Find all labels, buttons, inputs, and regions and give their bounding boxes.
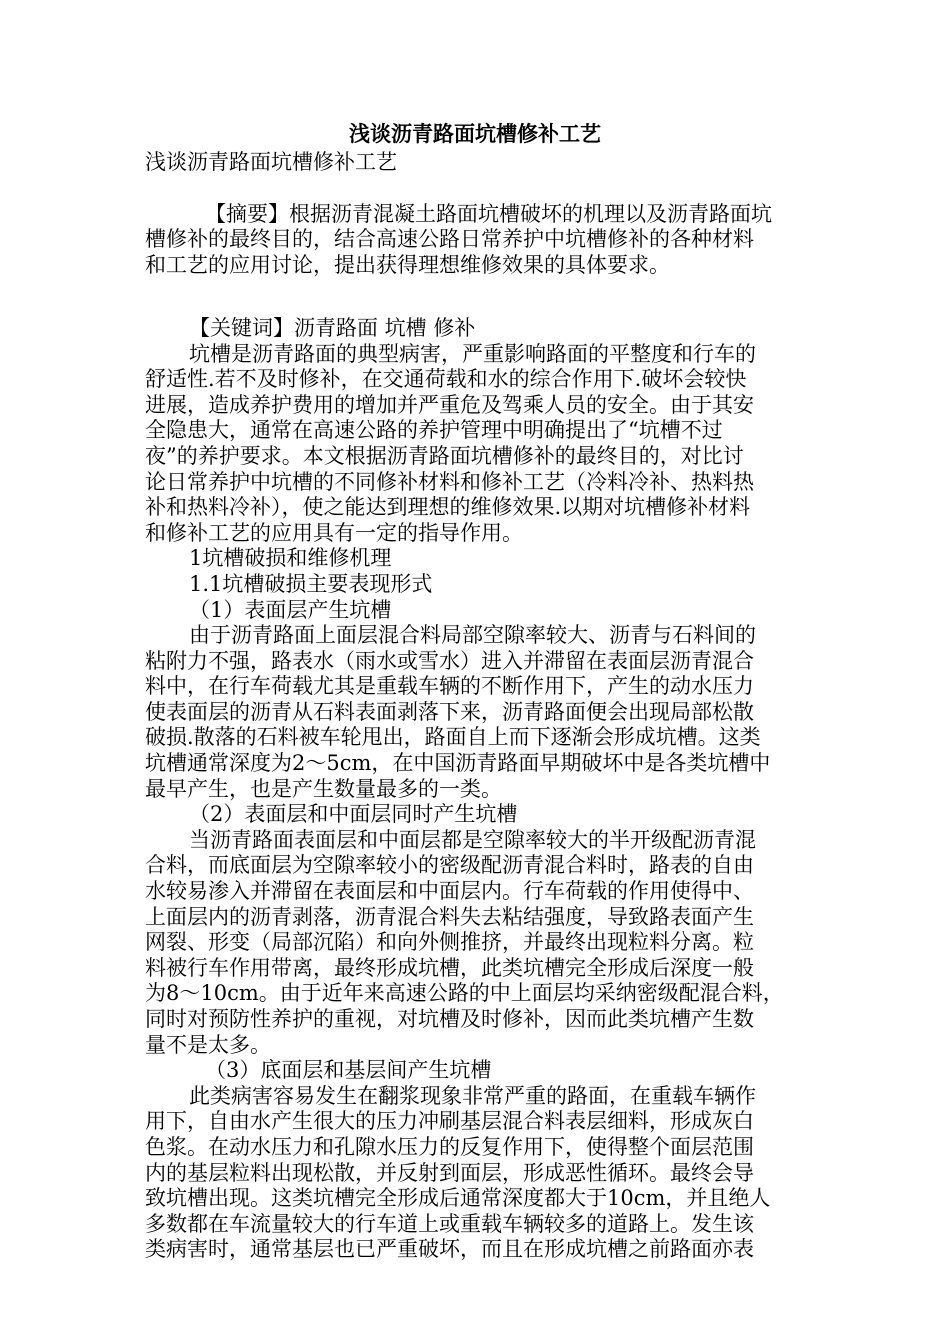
paragraph-line: 内的基层粒料出现松散，并反射到面层，形成恶性循环。最终会导 <box>145 1160 754 1185</box>
paragraph-line: 粘附力不强，路表水（雨水或雪水）进入并滞留在表面层沥青混合 <box>145 648 754 673</box>
paragraph-line: 最早产生，也是产生数量最多的一类。 <box>145 776 502 801</box>
item-paragraph <box>145 623 805 802</box>
paragraph-line: 使表面层的沥青从石料表面剥落下来，沥青路面便会出现局部松散 <box>145 699 754 724</box>
paragraph-line: 网裂、形变（局部沉陷）和向外侧推挤，并最终出现粒料分离。粒 <box>145 930 754 955</box>
paragraph-line: 夜”的养护要求。本文根据沥青路面坑槽修补的最终目的，对比讨 <box>145 443 744 468</box>
abstract-line: 槽修补的最终目的，结合高速公路日常养护中坑槽修补的各种材料 <box>145 227 754 252</box>
document-title: 浅谈沥青路面坑槽修补工艺 <box>349 121 601 146</box>
abstract-line: 和工艺的应用讨论，提出获得理想维修效果的具体要求。 <box>145 252 670 277</box>
paragraph-line: 量不是太多。 <box>145 1032 271 1057</box>
paragraph-line: 由于沥青路面上面层混合料局部空隙率较大、沥青与石料间的 <box>189 623 756 648</box>
paragraph-line: 进展，造成养护费用的增加并严重危及驾乘人员的安全。由于其安 <box>145 392 754 417</box>
paragraph-line: 全隐患大，通常在高速公路的养护管理中明确提出了“坑槽不过 <box>145 418 723 443</box>
paragraph-line: 同时对预防性养护的重视，对坑槽及时修补，因而此类坑槽产生数 <box>145 1007 754 1031</box>
paragraph-line: 论日常养护中坑槽的不同修补材料和修补工艺（冷料冷补、热料热 <box>145 469 754 494</box>
paragraph-line: 色浆。在动水压力和孔隙水压力的反复作用下，使得整个面层范围 <box>145 1134 754 1159</box>
paragraph-line: 此类病害容易发生在翻浆现象非常严重的路面，在重载车辆作 <box>189 1083 756 1108</box>
paragraph-line: 料被行车作用带离，最终形成坑槽，此类坑槽完全形成后深度一般 <box>145 955 754 980</box>
item-heading: （3）底面层和基层间产生坑槽 <box>205 1058 492 1083</box>
spacer <box>145 278 805 304</box>
intro-paragraph <box>145 342 805 547</box>
paragraph-line: 上面层内的沥青剥落，沥青混合料失去粘结强度，导致路表面产生 <box>145 904 754 929</box>
paragraph-line: 当沥青路面表面层和中面层都是空隙率较大的半开级配沥青混 <box>189 827 756 852</box>
item-paragraph <box>145 1084 805 1263</box>
document-subtitle: 浅谈沥青路面坑槽修补工艺 <box>145 150 397 174</box>
spacer <box>145 304 805 316</box>
document-page <box>145 118 805 1263</box>
keywords: 【关键词】沥青路面 坑槽 修补 <box>189 315 476 340</box>
paragraph-line: 致坑槽出现。这类坑槽完全形成后通常深度都大于10cm，并且绝人 <box>145 1186 771 1211</box>
paragraph-line: 破损.散落的石料被车轮甩出，路面自上而下逐渐会形成坑槽。这类 <box>145 725 761 750</box>
item-heading: （2）表面层和中面层同时产生坑槽 <box>189 802 518 827</box>
subsection-heading: 1.1坑槽破损主要表现形式 <box>189 571 433 596</box>
abstract <box>145 202 805 279</box>
paragraph-line: 舒适性.若不及时修补，在交通荷载和水的综合作用下.破坏会较快 <box>145 367 747 392</box>
item-heading: （1）表面层产生坑槽 <box>189 597 392 622</box>
paragraph-line: 水较易渗入并滞留在表面层和中面层内。行车荷载的作用使得中、 <box>145 879 754 904</box>
paragraph-line: 坑槽通常深度为2～5cm，在中国沥青路面早期破坏中是各类坑槽中 <box>145 751 771 776</box>
paragraph-line: 为8～10cm。由于近年来高速公路的中上面层均采纳密级配混合料， <box>145 981 784 1006</box>
paragraph-line: 用下，自由水产生很大的压力冲刷基层混合料表层细料，形成灰白 <box>145 1109 754 1134</box>
item-paragraph <box>145 828 805 1058</box>
paragraph-line: 和修补工艺的应用具有一定的指导作用。 <box>145 520 523 545</box>
paragraph-line: 合料，而底面层为空隙率较小的密级配沥青混合料时，路表的自由 <box>145 853 754 878</box>
abstract-line: 【摘要】根据沥青混凝土路面坑槽破坏的机理以及沥青路面坑 <box>205 201 772 226</box>
paragraph-line: 多数都在车流量较大的行车道上或重载车辆较多的道路上。发生该 <box>145 1211 754 1236</box>
paragraph-line: 类病害时，通常基层也已严重破坏，而且在形成坑槽之前路面亦表 <box>145 1237 754 1262</box>
paragraph-line: 料中，在行车荷载尤其是重载车辆的不断作用下，产生的动水压力 <box>145 674 754 699</box>
paragraph-line: 补和热料冷补），使之能达到理想的维修效果.以期对坑槽修补材料 <box>145 495 751 520</box>
paragraph-line: 坑槽是沥青路面的典型病害，严重影响路面的平整度和行车的 <box>189 341 756 366</box>
section-heading: 1坑槽破损和维修机理 <box>189 546 392 571</box>
